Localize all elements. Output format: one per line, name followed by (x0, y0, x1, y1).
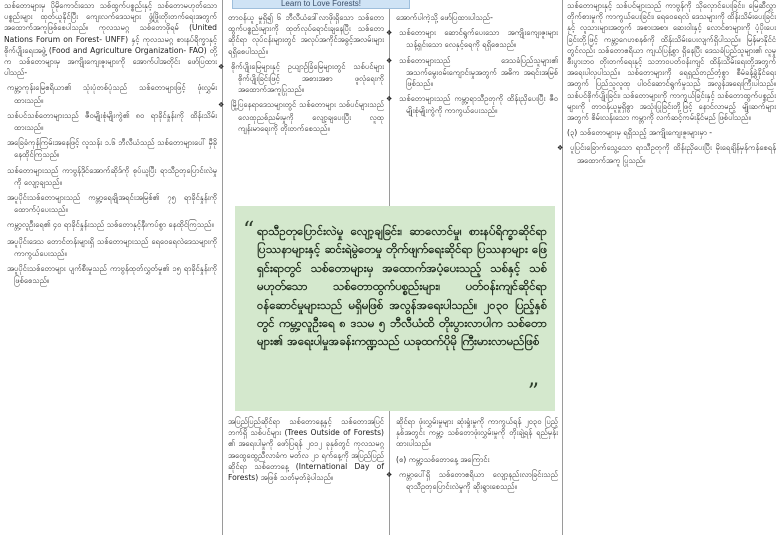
banner-title: Learn to Love Forests! (232, 0, 410, 9)
list-item: ❖ ပူပြင်းခြောက်သွေ့သော ရာသီဥတုကို ထိန်းညှိပေးပြီး မိုးရေချိန်မှန်ကန်စေရန် အထောက်အကူ ပြုသည်။ (557, 143, 776, 165)
list-item: ❖ သစ်တောများသည် ဒေသခံပြည်သူများ၏ အသက်မွေးဝမ်းကျောင်းမှုအတွက် အဓိက အရင်းအမြစ် ဖြစ်သည်။ (386, 55, 558, 89)
footnote-heading: (စ) ကမ္ဘာ့သစ်တောနေ့ အကြောင်း (396, 454, 490, 464)
column-3-lower (386, 416, 558, 535)
list-item: အခြေခံကုန်ကြမ်းအနေဖြင့် လူသန်း ၁.၆ ဘီလီယံသည် သစ်တောများပေါ် မှီခိုနေထိုင်ကြသည်။ (7, 138, 217, 160)
col3-lower-text: ဆိုင်ရာ ဖုံးလွှမ်းမှုများ ဆုံးရှုံးမှုကို ကာကွယ်ရန် ၂၀၃၀ ပြည့်နှစ်အတွင်း ကမ္ဘာ့ သစ်တောဖုံးလွှမ်းမှုကို တိုးချဲ့ရန် ရည်မှန်းထားပါသည်။ (396, 417, 558, 449)
col4-body: သစ်တောများနှင့် သစ်ပင်များသည် ကာဗွန်ကို သိုလှောင်ပေးခြင်း၊ မြေဆီလွှာ တိုက်စားမှုကို ကာကွယ်ပေးခြင်း၊ ရေဝေရေလဲ ဒေသများကို ထိန်းသိမ်းပေးခြင်းနှင့် လူသားများအတွက် အစားအစာ၊ ဆေးဝါးနှင့် လောင်စာများကို ပံ့ပိုးပေးခြင်းတို့ဖြင့် ကမ္ဘာ့ဂေဟစနစ်ကို ထိန်းသိမ်းပေးလျက်ရှိပါသည်။ မြန်မာနိုင်ငံတွင်လည်း သစ်တောဧရိယာ ကျယ်ပြန့်စွာ ရှိနေပြီး ဒေသခံပြည်သူများ၏ လူမှုစီးပွားဘဝ တိုးတက်ရေးနှင့် သဘာဝပတ်ဝန်းကျင် ထိန်းသိမ်းရေးတို့အတွက် အရေးပါလှပါသည်။ သစ်တောများကို ရေရှည်တည်တံ့စွာ စီမံခန့်ခွဲနိုင်ရေးအတွက် ပြည်သူလူထု ပါဝင်ဆောင်ရွက်မှုသည် အလွန်အရေးကြီးပါသည်။ သစ်ပင်စိုက်ပျိုးခြင်း၊ သစ်တောများကို ကာကွယ်ခြင်းနှင့် သစ်တောထွက်ပစ္စည်းများကို တာဝန်ယူမှုရှိစွာ အသုံးပြုခြင်းတို့ဖြင့် နောင်လာမည့် မျိုးဆက်များအတွက် စိမ်းလန်းသော ကမ္ဘာကို လက်ဆင့်ကမ်းနိုင်မည် ဖြစ်ပါသည်။ (567, 1, 776, 123)
list-item: ❖ စိုက်ပျိုးမြေများနှင့် ဥယျာဉ်ခြံမြေများတွင် သစ်ပင်များ စိုက်ပျိုးခြင်းဖြင့် အစားအစာ ဖူလုံရေးကို အထောက်အကူပြုသည်။ (218, 61, 384, 95)
list-item: ❖ မြို့ပြနေရာဒေသများတွင် သစ်တောများ သစ်ပင်များသည် လေထုညစ်ညမ်းမှုကို လျော့ချပေးပြီး လူထုကျန်းမာရေးကို တိုးတက်စေသည်။ (218, 100, 384, 133)
column-2-upper (218, 12, 384, 202)
list-item: သစ်တောများသည် ကာဗွန်ဒိုင်အောက်ဆိုဒ်ကို စုပ်ယူပြီး ရာသီဥတုပြောင်းလဲမှုကို လျော့ချသည်။ (7, 165, 217, 187)
col3-top-text: အောက်ပါကဲ့သို့ ဖော်ပြထားပါသည်- (396, 13, 493, 22)
list-item: ကမ္ဘာ့လူဦးရေ၏ ၄၀ ရာခိုင်နှုန်းသည် သစ်တောနှင့်နီးကပ်စွာ နေထိုင်ကြသည်။ (7, 220, 214, 230)
list-item: အပူပိုင်းဒေသ တောင်တန်းများရှိ သစ်တောများသည် ရေဝေရေလဲဒေသများကို ကာကွယ်ပေးသည်။ (7, 236, 217, 258)
open-quote-icon: “ (243, 218, 255, 243)
col2-top-text: တာဝန်ယူ မှုရှိ၍ ၆ ဘီလီယံဒေါ်လာဖိုးရှိသော သစ်တောထွက်ပစ္စည်းများကို ထုတ်လုပ်ရောင်းချနေပြီး သစ်တောဆိုင်ရာ လုပ်ငန်းများတွင် အလုပ်အကိုင်အခွင့်အလမ်းများ ရရှိစေပါသည်။ (228, 13, 384, 56)
list-item: ❖ သစ်တောများ ဆောင်ရွက်ပေးသော အကျိုးကျေးဇူးများ သန့်ရှင်းသော လေနှင့်ရေကို ရရှိစေသည်။ (386, 28, 558, 50)
list-item: သစ်ပင်သစ်တောများသည် ဇီဝမျိုးစုံမျိုးကွဲ၏ ၈၀ ရာခိုင်နှုန်းကို ထိန်းသိမ်းထားသည်။ (7, 110, 217, 133)
column-3-upper (386, 12, 558, 202)
column-1 (4, 0, 217, 535)
column-2-lower (228, 416, 384, 535)
list-item: အပူပိုင်းသစ်တောများ ပျက်စီးမှုသည် ကာဗွန်ထုတ်လွှတ်မှု၏ ၁၅ ရာခိုင်နှုန်းကို ဖြစ်စေသည်။ (7, 264, 217, 286)
list-item: ကမ္ဘာ့ကုန်းမြေဧရိယာ၏ သုံးပုံတစ်ပုံသည် သစ်တောများဖြင့် ဖုံးလွှမ်းထားသည်။ (7, 83, 217, 105)
pull-quote-box (235, 206, 555, 411)
col2-lower-text: အပြည်ပြည်ဆိုင်ရာ သစ်တောနေ့နှင့် သစ်တောအပြင်ဘက်ရှိ သစ်ပင်များ (Trees Outside of Forests) ၏ အရေးပါမှုကို ဖော်ပြရန် ၂၀၁၂ ခုနှစ်တွင် ကုလသမဂ္ဂ အထွေထွေညီလာခံက မတ်လ ၂၁ ရက်နေ့ကို အပြည်ပြည်ဆိုင်ရာ သစ်တောနေ့ (International Day of Forests) အဖြစ် သတ်မှတ်ခဲ့ပါသည်။ (228, 417, 384, 483)
column-rule-1 (222, 0, 223, 535)
column-4 (557, 0, 776, 535)
list-item: ❖ သစ်တောများသည် ကမ္ဘာ့ရာသီဥတုကို ထိန်းညှိပေးပြီး ဇီဝမျိုးစုံမျိုးကွဲကို ကာကွယ်ပေးသည်။ (386, 94, 558, 116)
col1-intro: သစ်တောများမှ ပိုမိုကောင်းသော သစ်ထွက်ပစ္စည်းနှင့် သစ်တောမဟုတ်သော ပစ္စည်းများ ထုတ်ယူနိုင်ပြီး ကျေးလက်ဒေသများ ဖွံ့ဖြိုးတိုးတက်ရေးအတွက် အထောက်အကူဖြစ်စေပါသည်။ ကုလသမဂ္ဂ သစ်တောဖိုရမ် (United Nations Forum on Forest- UNFF) နှင့် ကုလသမဂ္ဂ စားနပ်ရိက္ခာနှင့် စိုက်ပျိုးရေးအဖွဲ့ (Food and Agriculture Organization- FAO) တို့က သစ်တောများမှ အကျိုးကျေးဇူးများကို အောက်ပါအတိုင်း ဖော်ပြထားပါသည်- (4, 1, 217, 78)
list-item: ❖ ကမ္ဘာပေါ်ရှိ သစ်တောဧရိယာ လျော့နည်းလာခြင်းသည် ရာသီဥတုပြောင်းလဲမှုကို ဆိုးရွားစေသည်။ (386, 469, 558, 492)
close-quote-icon: ” (527, 380, 539, 405)
column-rule-3 (562, 0, 563, 535)
list-item: အပူပိုင်းသစ်တောများသည် ကမ္ဘာ့ရေချိုအရင်းအမြစ်၏ ၇၅ ရာခိုင်နှုန်းကို ထောက်ပံ့ပေးသည်။ (7, 193, 217, 215)
col4-numbered-heading: (၃) သစ်တောများမှ ရရှိသည့် အကျိုးကျေးဇူးများမှာ - (567, 128, 712, 138)
pull-quote-text: ရာသီဥတုပြောင်းလဲမှု လျော့ချခြင်း၊ ဆာလောင်မှု၊ စားနပ်ရိက္ခာဆိုင်ရာ ပြဿနာများနှင့် ဆင်းရဲမွဲတေမှု တိုက်ဖျက်ရေးဆိုင်ရာ ပြဿနာများ ဖြေရှင်းရာတွင် သစ်တောများမှ အထောက်အပံ့ပေးသည့် သစ်နှင့် သစ်မဟုတ်သော သစ်တောထွက်ပစ္စည်းများ၊ ပတ်ဝန်းကျင်ဆိုင်ရာ ဝန်ဆောင်မှုများသည် မရှိမဖြစ် အလွန်အရေးပါသည်။ ၂၀၃၀ ပြည့်နှစ်တွင် ကမ္ဘာ့လူဦးရေ ၈ ဒသမ ၅ ဘီလီယံထိ တိုးပွားလာပါက သစ်တောများ၏ အရေးပါမှုအခန်းကဏ္ဍသည် ယခုထက်ပိုမို ကြီးမားလာမည်ဖြစ် (257, 224, 547, 349)
